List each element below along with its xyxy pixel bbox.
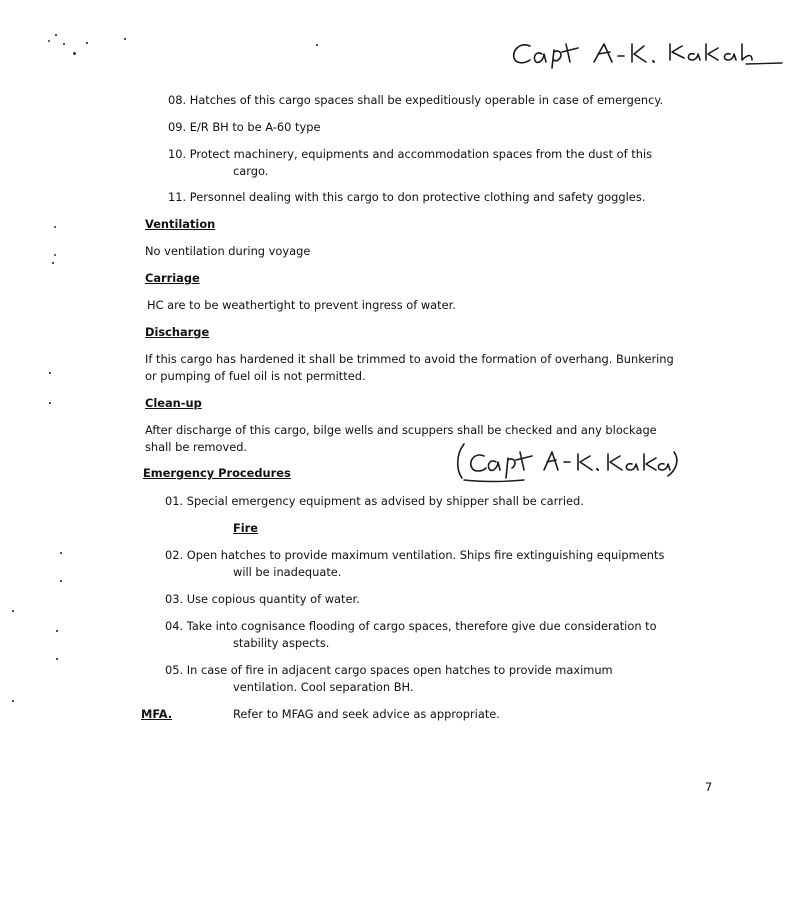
item-text: Use copious quantity of water. [186,592,360,606]
carriage-heading: Carriage [145,271,200,285]
mfa-text: Refer to MFAG and seek advice as appropriate. [233,707,500,721]
list-item-10-continuation: cargo. [233,164,269,178]
list-item-03 [165,591,360,607]
item-text: E/R BH to be A-60 type [189,120,321,134]
list-item-05 [165,662,613,678]
mfa-label: MFA. [141,707,173,721]
ventilation-heading: Ventilation [145,217,216,231]
list-item-11 [168,189,645,205]
cleanup-heading: Clean-up [145,396,202,410]
signature-top [508,34,783,70]
item-number: 10. [168,147,187,161]
item-number: 03. [165,592,184,606]
item-text: Open hatches to provide maximum ventilation. Ships fire extinguishing equipments [186,548,665,562]
list-item-02 [165,547,664,563]
cleanup-line-1: After discharge of this cargo, bilge wells and scuppers shall be checked and any blockage [145,423,657,437]
page-number: 7 [705,780,713,794]
discharge-line-1: If this cargo has hardened it shall be trimmed to avoid the formation of overhang. Bunkering [145,352,674,366]
list-item-02-continuation: will be inadequate. [233,565,342,579]
item-number: 05. [165,663,184,677]
signature-middle [452,440,682,486]
emergency-heading: Emergency Procedures [143,466,291,480]
list-item-10 [168,146,652,162]
list-item-04-continuation: stability aspects. [233,636,330,650]
item-number: 01. [165,494,184,508]
item-number: 04. [165,619,184,633]
fire-heading: Fire [233,521,259,535]
cleanup-line-2: shall be removed. [145,440,248,454]
list-item-08 [168,92,663,108]
item-number: 08. [168,93,187,107]
list-item-09 [168,119,320,135]
ventilation-text: No ventilation during voyage [145,244,311,258]
discharge-line-2: or pumping of fuel oil is not permitted. [145,369,366,383]
item-text: Personnel dealing with this cargo to don protective clothing and safety goggles. [189,190,646,204]
list-item-04 [165,618,657,634]
item-text: Protect machinery, equipments and accommodation spaces from the dust of this [189,147,653,161]
item-text: Take into cognisance flooding of cargo spaces, therefore give due consideration to [186,619,657,633]
list-item-01 [165,493,584,509]
list-item-05-continuation: ventilation. Cool separation BH. [233,680,414,694]
item-text: Special emergency equipment as advised by shipper shall be carried. [186,494,584,508]
discharge-heading: Discharge [145,325,210,339]
item-number: 02. [165,548,184,562]
item-number: 11. [168,190,187,204]
item-number: 09. [168,120,187,134]
item-text: Hatches of this cargo spaces shall be expeditiously operable in case of emergency. [189,93,664,107]
carriage-text: HC are to be weathertight to prevent ingress of water. [147,298,456,312]
item-text: In case of fire in adjacent cargo spaces open hatches to provide maximum [186,663,613,677]
